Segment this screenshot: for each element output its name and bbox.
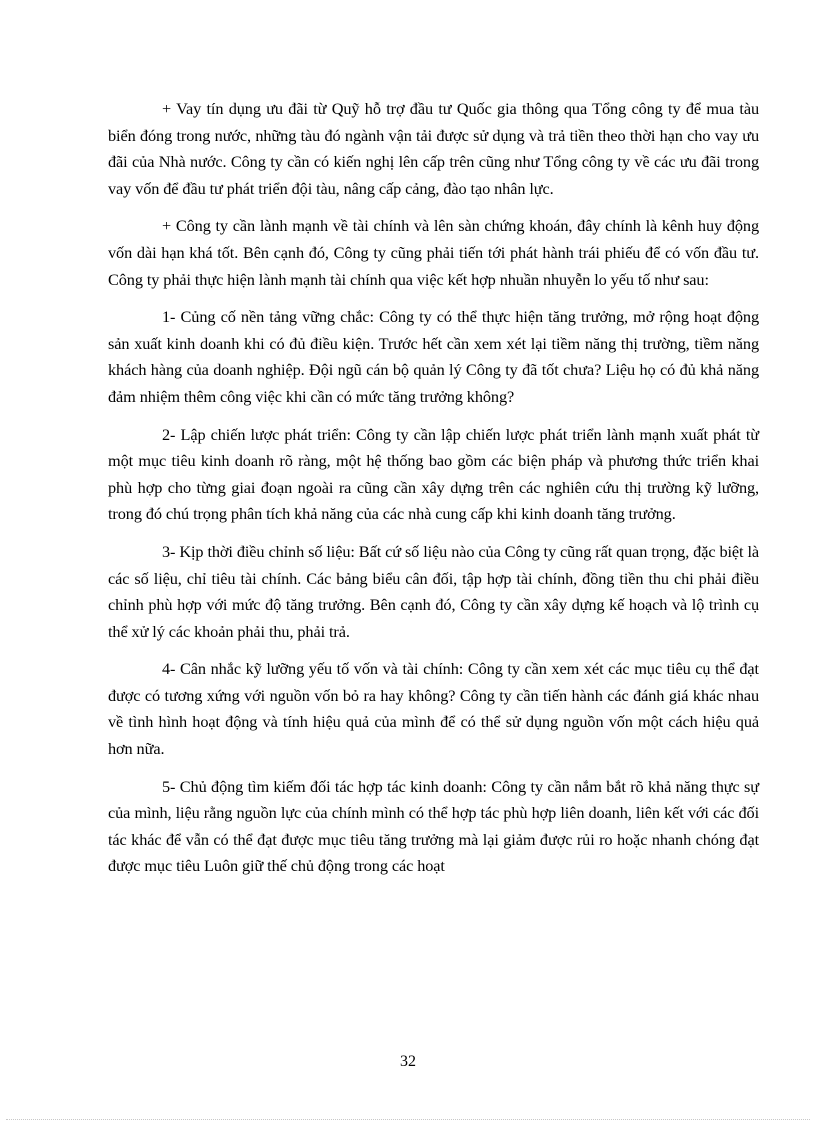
paragraph-credit-loans: + Vay tín dụng ưu đãi từ Quỹ hỗ trợ đầu tư Quốc gia thông qua Tổng công ty để mua tàu biển đóng trong nước, những tàu đó ngành vận tải được sử dụng và trả tiền theo thời hạn cho vay ưu đãi của Nhà nước. Công ty cần có kiến nghị lên cấp trên cũng như Tổng công ty về các ưu đãi trong vay vốn để đầu tư phát triển đội tàu, nâng cấp cảng, đào tạo nhân lực.: [108, 99, 759, 198]
page-bottom-divider: [6, 1119, 810, 1120]
paragraph-item-1: 1- Củng cố nền tảng vững chắc: Công ty có thể thực hiện tăng trưởng, mở rộng hoạt động sản xuất kinh doanh khi có đủ điều kiện. Trước hết cần xem xét lại tiềm năng thị trường, tiềm năng khách hàng của doanh nghiệp. Đội ngũ cán bộ quản lý Công ty đã tốt chưa? Liệu họ có đủ khả năng đảm nhiệm thêm công việc khi cần có mức tăng trưởng không?: [108, 307, 759, 406]
body-text: [108, 96, 759, 891]
paragraph-item-5: 5- Chủ động tìm kiếm đối tác hợp tác kinh doanh: Công ty cần nắm bắt rõ khả năng thực sự của mình, liệu rằng nguồn lực của chính mình có thể hợp tác phù hợp liên doanh, liên kết với các đối tác khác để vẫn có thể đạt được mục tiêu tăng trưởng mà lại giảm được rủi ro hoặc nhanh chóng đạt được mục tiêu Luôn giữ thế chủ động trong các hoạt: [108, 776, 759, 876]
paragraph-financial-health: + Công ty cần lành mạnh về tài chính và lên sàn chứng khoán, đây chính là kênh huy động vốn dài hạn khá tốt. Bên cạnh đó, Công ty cũng phải tiến tới phát hành trái phiếu để có vốn đầu tư. Công ty phải thực hiện lành mạnh tài chính qua việc kết hợp nhuần nhuyễn lo yếu tố như sau:: [108, 216, 759, 289]
paragraph-item-4: 4- Cân nhắc kỹ lưỡng yếu tố vốn và tài chính: Công ty cần xem xét các mục tiêu cụ thể đạt được có tương xứng với nguồn vốn bỏ ra hay không? Công ty cần tiến hành các đánh giá khác nhau về tình hình hoạt động và tính hiệu quả của mình để có thể sử dụng nguồn vốn một cách hiệu quả hơn nữa.: [108, 659, 759, 759]
page-number: 32: [400, 1053, 416, 1070]
paragraph-item-3: 3- Kịp thời điều chỉnh số liệu: Bất cứ số liệu nào của Công ty cũng rất quan trọng, đặc biệt là các số liệu, chỉ tiêu tài chính. Các bảng biểu cân đối, tập hợp tài chính, đồng tiền thu chi phải điều chỉnh phù hợp với mức độ tăng trưởng. Bên cạnh đó, Công ty cần xây dựng kế hoạch và lộ trình cụ thể xử lý các khoản phải thu, phải trả.: [108, 541, 759, 641]
paragraph-item-2: 2- Lập chiến lược phát triển: Công ty cần lập chiến lược phát triển lành mạnh xuất phát từ một mục tiêu kinh doanh rõ ràng, một hệ thống bao gồm các biện pháp và phương thức triển khai phù hợp cho từng giai đoạn ngoài ra cũng cần xây dựng trên các nghiên cứu thị trường kỹ lưỡng, trong đó chú trọng phân tích khả năng của các nhà cung cấp khi kinh doanh tăng trưởng.: [108, 424, 759, 524]
